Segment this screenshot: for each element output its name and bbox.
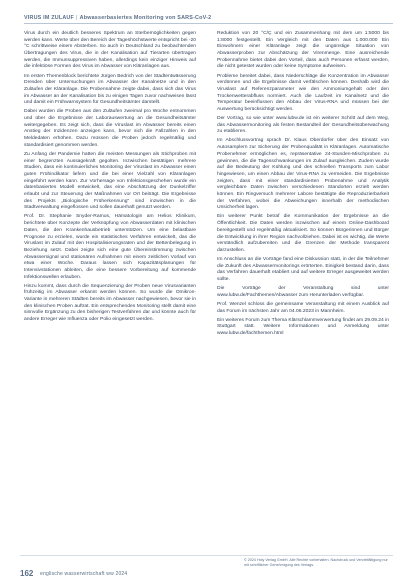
page-number: 162 xyxy=(20,569,34,578)
right-column xyxy=(217,31,389,340)
paragraph: Die Vorträge der Veranstaltung sind unter www.lubw.de/Fachthemen/Abwasser zum Herunterladen verfügbar. xyxy=(217,286,389,298)
paragraph: Ein weiteres Forum zum Thema Klärschlammverwertung findet am 29.09.24 in Stuttgart statt. Weitere Informationen und Anmeldung unter www.lubw.de/fachthemen.html xyxy=(217,317,389,336)
paragraph: Zu Anfang der Pandemie hatten die meisten Messungen als Stichproben mit einer begrenzten Aussagekraft gegolten. Inzwischen bestätigen mehrere Studien, dass ein kontinuierliches Monitoring der Viruslast im Abwasser einen guten Frühindikator liefern und die bei einer Vielzahl von Kläranlagen eingeführt werden kann. Zur Vorhersage von Infektionsgeschehen wurde ein datenbasiertes Modell entwickelt, das eine Abschätzung der Dunkelziffer erlaubt und zur Steuerung der Maßnahmen vor Ort beiträgt. Die Ergebnisse des Projekts „Biologische Früherkennung" sind inzwischen in die Stadtverwaltung eingeflossen und sollen dauerhaft genutzt werden. xyxy=(24,151,196,211)
header-separator: | xyxy=(76,15,78,21)
paragraph: Der Vortrag, so wie unter www.lubw.de ist ein weiterer Schritt auf dem Weg, das Abwassermonitoring als festen Bestandteil der Gesundheitsüberwachung zu etablieren. xyxy=(217,116,389,135)
copyright-notice: © 2024 Holy Verlag GmbH. Alle Rechte vorbehalten. Nachdruck und Vervielfältigung nur mit schriftlicher Genehmigung des Verlags. xyxy=(244,558,388,567)
paragraph: Ein weiterer Punkt betraf die Kommunikation der Ergebnisse an die Öffentlichkeit. Die Daten werden inzwischen auf einem Online-Dashboard bereitgestellt und regelmäßig aktualisiert. So können Bürgerinnen und Bürger die Entwicklung in ihrer Region nachvollziehen. Dabei ist es wichtig, die Werte verständlich aufzubereiten und die Grenzen der Methode transparent darzustellen. xyxy=(217,214,389,253)
paragraph: Probleme bereitet dabei, dass Niederschläge die Konzentration im Abwasser verdünnen und die Ergebnisse damit verfälschen können. Deshalb wird die Viruslast auf Referenzparameter wie den Ammoniumgehalt oder den Trockenwetterabfluss normiert. Auch die Laufzeit im Kanalnetz und die Temperatur beeinflussen den Abbau der Virus-RNA und müssen bei der Auswertung berücksichtigt werden. xyxy=(217,73,389,112)
paragraph: Virus durch ein deutlich besseres Spektrum an Sterbemöglichkeiten gegen werden kann. Werte über den Bereich der Tageshöchstwerte entspricht bei -20 °C schrittweise einem Absterben. So auch in Deutschland zu beobachtenden Übertragungen des Virus, die in der Kanalisation auf Tierarten übertragen werden, die Immunsuppressiven haben, allerdings kein einziger Hinweis auf die infektiöse Formen des Virus im Abwasser von Kläranlagen aus. xyxy=(24,31,196,70)
paragraph: Im Anschluss an die Vorträge fand eine Diskussion statt, in der die Teilnehmer die Zukunft des Abwassermonitorings erörterten. Einigkeit bestand darin, dass das Verfahren dauerhaft etabliert und auf weitere Erreger ausgeweitet werden sollte. xyxy=(217,256,389,283)
paragraph: Reduktion von 20 °C/Ç und ein Zusammenhang mit dem um 1:5000 bis 1:8000 festgestellt. Ein Vergleich mit den Daten aus 1.000.000 Ein Einwohnern einer Kläranlage zeigt die ungünstige Situation von Abwasserproben zur Abschätzung der Virenmenge. Eine ausreichende Probennahme bietet dabei den Vorteil, dass auch Personen erfasst werden, die nicht getestet wurden oder keine Symptome aufweisen. xyxy=(217,31,389,70)
running-header xyxy=(24,13,393,23)
journal-name: englische wasserwirtschaft ww 2024 xyxy=(40,571,128,577)
paragraph: Im Abschlussvortrag sprach Dr. Klaus Oberdorfer über den Einsatz von Autosamplern zur Sicherung der Probenqualität in Kläranlagen. Automatische Probenehmer ermöglichen es, repräsentative 24-Stunden-Mischproben zu gewinnen, die die Tagesschwankungen im Zulauf ausgleichen. Zudem wurde auf die Bedeutung der Kühlung und des schnellen Transports zum Labor hingewiesen, um einen Abbau der Virus-RNA zu vermeiden. Die Ergebnisse zeigten, dass mit einer standardisierten Probenahme und Analytik vergleichbare Daten zwischen verschiedenen Standorten erzielt werden können. Ein Ringversuch mehrerer Labore bestätigte die Reproduzierbarkeit der Verfahren, wobei die Abweichungen innerhalb der methodischen Unsicherheit lagen. xyxy=(217,138,389,211)
section-title: VIRUS IM ZULAUF xyxy=(24,15,75,21)
paragraph: Prof. Wenzel schloss die gemeinsame Veranstaltung mit einem Ausblick auf das Forum im nächsten Jahr am 04.06.2023 in Mannheim. xyxy=(217,301,389,314)
left-column xyxy=(24,31,196,326)
section-label xyxy=(24,13,212,23)
section-topic: Abwasserbasiertes Monitoring von SARS-CoV-2 xyxy=(79,15,212,21)
page-footer xyxy=(0,555,413,585)
paragraph: Prof. Dr. Stephanie Snyder-Ramos, Hämatologin am Helios Klinikum, berichtete über Konzepte der Verknüpfung von Abwasserdaten mit klinischen Daten, die den Krankenhausbetrieb unterstützen. Um eine belastbare Prognose zu erzielen, wurde ein statistisches Verfahren entwickelt, das die Viruslast im Zulauf mit den Hospitalisierungsraten und der Bettenbelegung in Beziehung setzt. Dabei zeigte sich eine gute Übereinstimmung zwischen Abwassersignal und stationären Aufnahmen mit einem zeitlichen Vorlauf von etwa einer Woche. Daraus lassen sich Kapazitätsplanungen für Intensivstationen ableiten, die eine bessere Vorbereitung auf kommende Infektionswellen erlauben. xyxy=(24,214,196,280)
footer-rule xyxy=(20,555,393,556)
paragraph: Im ersten Themenblock berichtete Jürgen Bedrich von der Stadtentwässerung Dresden über Untersuchungen im Abwasser der Kanalnetze und in den Zuläufen der Kläranlage. Die Probennahme zeigte dabei, dass sich das Virus im Abwasser an der Kanalisation bis zu einigen Tagen zuvor nachweisen lässt und damit ein Frühwarnsystem für Gesundheitsämter darstellt. xyxy=(24,73,196,106)
paragraph: Hinzu kommt, dass durch die Sequenzierung der Proben neue Virusvarianten frühzeitig im Abwasser erkannt werden können. So wurde die Omikron-Variante in mehreren Städten bereits im Abwasser nachgewiesen, bevor sie in den klinischen Proben auftrat. Ein entsprechendes Monitoring stellt damit eine sinnvolle Ergänzung zu den bisherigen Testverfahren dar und könnte auch für andere Erreger wie Influenza oder Polio eingesetzt werden. xyxy=(24,283,196,323)
header-rule xyxy=(24,23,393,24)
paragraph: Dabei wurden die Proben aus den Zuläufen zweimal pro Woche entnommen und über die Ergebnisse der Laborauswertung an die Gesundheitsämter weitergegeben. Es zeigt sich, dass die Viruslast im Abwasser bereits einen Anstieg der Inzidenzen anzeigen kann, bevor sich die Fallzahlen in den Meldedaten erhöhen. Dazu müssen die Proben jedoch regelmäßig und standardisiert genommen werden. xyxy=(24,109,196,148)
